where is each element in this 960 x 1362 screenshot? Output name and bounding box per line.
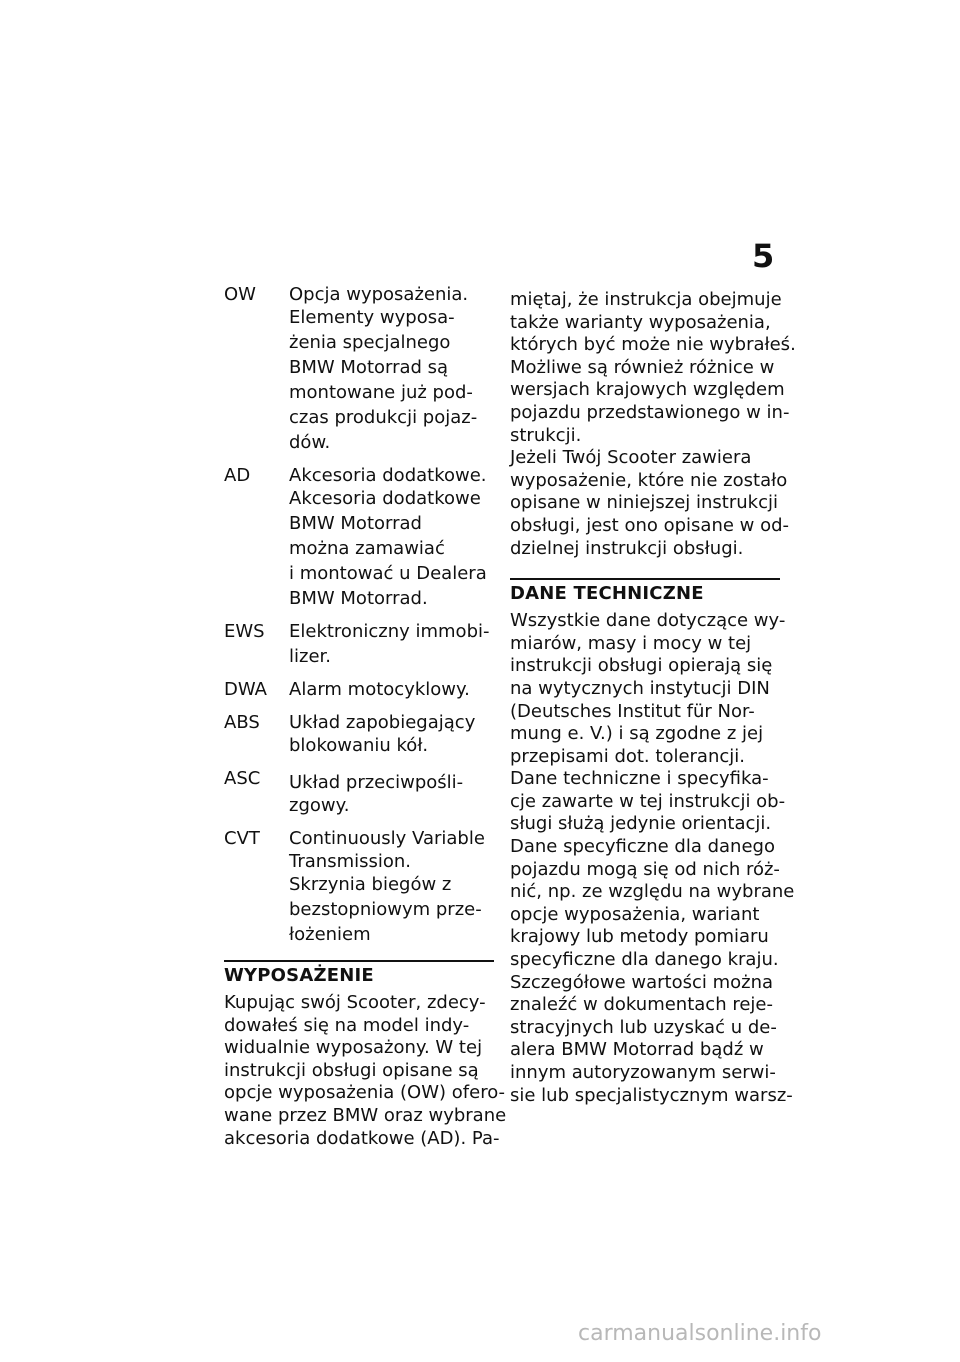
definition-line: Układ zapobiegający: [289, 712, 476, 733]
abbreviation-term: OW: [224, 284, 256, 305]
paragraph-line: dowałeś się na model indy-: [224, 1014, 470, 1036]
paragraph-line: Kupując swój Scooter, zdecy-: [224, 992, 486, 1013]
abbreviation-definition: [289, 283, 494, 454]
definition-line: Elektroniczny immobi-: [289, 621, 490, 642]
paragraph-line: także warianty wyposażenia,: [510, 311, 771, 333]
paragraph-line: dzielnej instrukcji obsługi.: [510, 537, 744, 559]
paragraph-line: widualnie wyposażony. W tej: [224, 1037, 483, 1059]
paragraph-line: opisane w niniejszej instrukcji: [510, 492, 778, 514]
definition-line: lizer.: [289, 646, 331, 667]
definition-line: Alarm motocyklowy.: [289, 679, 470, 700]
definition-line: można zamawiać: [289, 538, 445, 559]
paragraph-line: Dane specyficzne dla danego: [510, 836, 775, 858]
paragraph-line: opcje wyposażenia (OW) ofero-: [224, 1082, 506, 1104]
definition-line: Opcja wyposażenia.: [289, 284, 469, 305]
paragraph-line: stracyjnych lub uzyskać u de-: [510, 1016, 777, 1038]
paragraph-line: mung e. V.) i są zgodne z jej: [510, 723, 764, 745]
paragraph-line: alera BMW Motorrad bądź w: [510, 1039, 764, 1061]
abbreviation-row-ad: [224, 464, 494, 610]
paragraph-line: Jeżeli Twój Scooter zawiera: [510, 447, 752, 469]
watermark-text: carmanualsonline.info: [578, 1321, 822, 1346]
definition-line: żenia specjalnego: [289, 332, 451, 353]
page-number: 5: [752, 237, 775, 275]
abbreviation-term: ASC: [224, 768, 261, 789]
equipment-paragraph-continued: [510, 289, 796, 560]
abbreviation-row-ow: [224, 283, 494, 454]
definition-line: BMW Motorrad.: [289, 588, 428, 609]
definition-line: blokowaniu kół.: [289, 735, 429, 756]
abbreviation-definition: [289, 767, 494, 817]
paragraph-line: innym autoryzowanym serwi-: [510, 1062, 776, 1083]
paragraph-line: nić, np. ze względu na wybrane: [510, 881, 795, 903]
paragraph-line: Wszystkie dane dotyczące wy-: [510, 610, 786, 632]
definition-line: bezstopniowym prze-: [289, 899, 482, 920]
paragraph-line: sie lub specjalistycznym warsz-: [510, 1084, 793, 1106]
section-divider: [510, 578, 780, 580]
technical-data-paragraph: [510, 610, 795, 1107]
paragraph-line: miętaj, że instrukcja obejmuje: [510, 289, 782, 310]
abbreviation-row-ews: [224, 620, 494, 668]
paragraph-line: pojazdu mogą się od nich róż-: [510, 858, 780, 880]
definition-line: Skrzynia biegów z: [289, 874, 452, 895]
abbreviation-definition: [289, 711, 494, 757]
paragraph-line: których być może nie wybrałeś.: [510, 334, 796, 356]
paragraph-line: pojazdu przedstawionego w in-: [510, 401, 790, 423]
definition-line: dów.: [289, 432, 331, 453]
left-column: [224, 283, 507, 1150]
section-heading-equipment: WYPOSAŻENIE: [224, 965, 374, 986]
paragraph-line: strukcji.: [510, 424, 582, 446]
abbreviation-term: CVT: [224, 828, 260, 849]
paragraph-line: sługi służą jedynie orientacji.: [510, 813, 772, 835]
definition-line: Transmission.: [289, 851, 412, 872]
definition-line: montowane już pod-: [289, 382, 473, 403]
right-column: [510, 289, 796, 1107]
paragraph-line: obsługi, jest ono opisane w od-: [510, 514, 790, 536]
abbreviation-row-abs: [224, 711, 494, 757]
abbreviation-term: DWA: [224, 679, 267, 700]
paragraph-line: znaleźć w dokumentach reje-: [510, 994, 773, 1016]
paragraph-line: opcje wyposażenia, wariant: [510, 903, 760, 925]
paragraph-line: Możliwe są również różnice w: [510, 356, 775, 378]
abbreviation-term: AD: [224, 465, 251, 486]
paragraph-line: Szczegółowe wartości można: [510, 971, 774, 993]
paragraph-line: przepisami dot. tolerancji.: [510, 745, 745, 767]
definition-line: Akcesoria dodatkowe: [289, 488, 481, 509]
definition-line: Elementy wyposa-: [289, 307, 455, 328]
paragraph-line: wyposażenie, które nie zostało: [510, 469, 788, 491]
paragraph-line: Dane techniczne i specyfika-: [510, 768, 769, 790]
definition-line: BMW Motorrad są: [289, 357, 449, 378]
definition-line: Akcesoria dodatkowe.: [289, 465, 487, 486]
definition-line: Układ przeciwpośli-: [289, 772, 464, 793]
abbreviation-row-asc: [224, 767, 494, 817]
paragraph-line: instrukcji obsługi opisane są: [224, 1059, 479, 1081]
definition-line: czas produkcji pojaz-: [289, 407, 478, 428]
paragraph-line: akcesoria dodatkowe (AD). Pa-: [224, 1127, 500, 1149]
abbreviation-definition: [289, 620, 494, 668]
paragraph-line: specyficzne dla danego kraju.: [510, 949, 779, 971]
paragraph-line: wersjach krajowych względem: [510, 379, 785, 401]
abbreviation-row-cvt: [224, 827, 494, 946]
paragraph-line: (Deutsches Institut für Nor-: [510, 700, 755, 722]
abbreviation-definition: [289, 678, 494, 701]
paragraph-line: miarów, masy i mocy w tej: [510, 632, 752, 654]
equipment-paragraph: [224, 992, 507, 1150]
definition-line: zgowy.: [289, 795, 350, 816]
paragraph-line: krajowy lub metody pomiaru: [510, 926, 769, 948]
definition-line: BMW Motorrad: [289, 513, 422, 534]
paragraph-line: wane przez BMW oraz wybrane: [224, 1104, 507, 1126]
abbreviation-list: [224, 283, 494, 946]
definition-line: i montować u Dealera: [289, 563, 487, 584]
section-heading-technical-data: DANE TECHNICZNE: [510, 583, 704, 605]
paragraph-line: cje zawarte w tej instrukcji ob-: [510, 790, 786, 812]
abbreviation-term: ABS: [224, 712, 260, 733]
abbreviation-definition: [289, 464, 494, 610]
paragraph-line: na wytycznych instytucji DIN: [510, 677, 770, 699]
abbreviation-definition: [289, 827, 494, 946]
section-divider: [224, 960, 494, 962]
definition-line: Continuously Variable: [289, 828, 485, 849]
abbreviation-row-dwa: [224, 678, 494, 701]
abbreviation-term: EWS: [224, 621, 265, 642]
paragraph-line: instrukcji obsługi opierają się: [510, 655, 773, 677]
definition-line: łożeniem: [289, 924, 371, 945]
